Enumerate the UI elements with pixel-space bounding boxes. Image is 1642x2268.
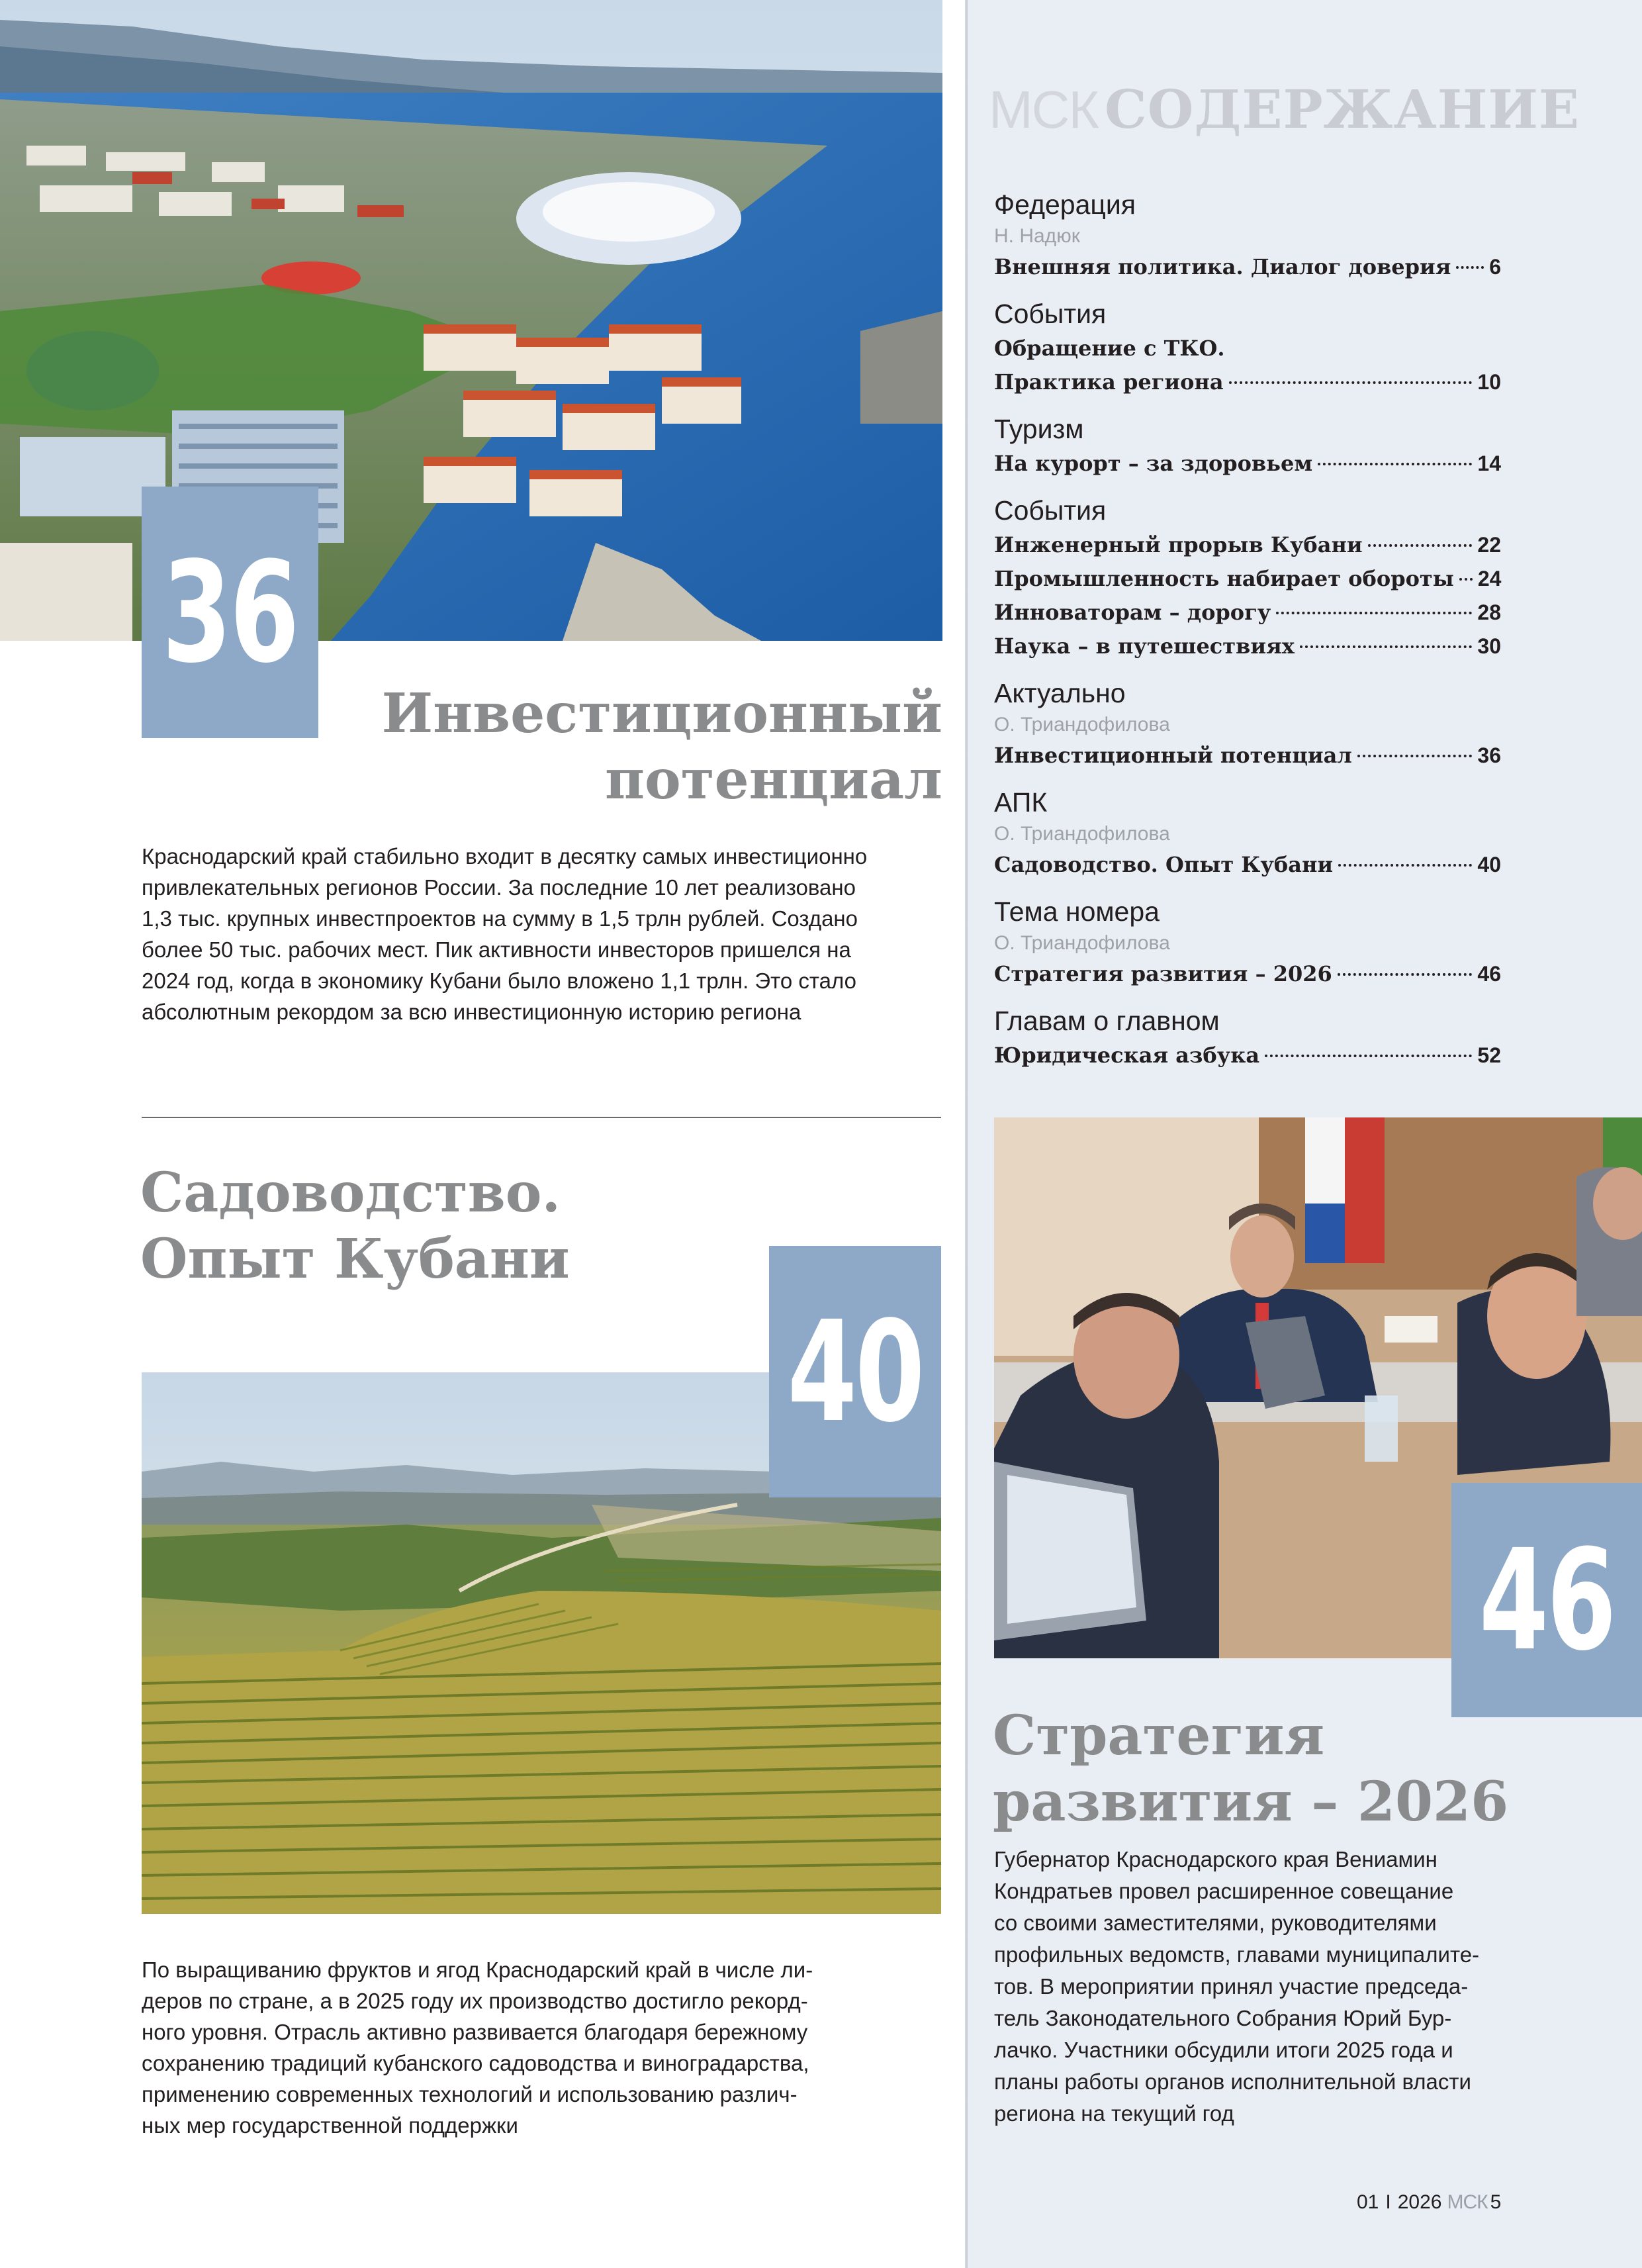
strategy-headline-line-1: Стратегия <box>993 1704 1325 1768</box>
toc-entry-page: 52 <box>1477 1043 1501 1067</box>
badge-36-text: 36 <box>162 531 298 694</box>
toc-section-federation <box>994 187 1501 284</box>
toc-entry-page: 40 <box>1477 853 1501 876</box>
strategy-body-text <box>994 1844 1479 2130</box>
page-number-badge-36 <box>142 487 318 738</box>
strategy-body-line: Кондратьев провел расширенное совещание <box>994 1879 1454 1903</box>
toc-section-heading: События <box>994 299 1107 329</box>
toc-author: О. Триандофилова <box>994 932 1170 954</box>
toc-entry[interactable] <box>994 365 1501 399</box>
toc-entry-title: Инноваторам – дорогу <box>994 600 1271 625</box>
toc-section-events-2 <box>994 493 1501 663</box>
toc-leader-dots <box>1229 381 1473 384</box>
investment-body-line: 2024 год, когда в экономику Кубани было вложено 1,1 трлн. Это стало <box>142 969 856 993</box>
strategy-headline-line-2: развития – 2026 <box>993 1770 1509 1834</box>
strategy-body-line: со своими заместителями, руководителями <box>994 1911 1437 1935</box>
investment-body-line: привлекательных регионов России. За последние 10 лет реализовано <box>142 875 856 900</box>
badge-46-text: 46 <box>1479 1519 1615 1681</box>
toc-leader-dots <box>1276 612 1472 614</box>
investment-headline-line-2: потенциал <box>604 748 942 812</box>
table-of-contents <box>994 187 1501 1084</box>
gardening-headline <box>140 1160 570 1292</box>
toc-entry-page: 28 <box>1477 600 1501 624</box>
toc-section-heading: Актуально <box>994 678 1126 708</box>
strategy-body-line: региона на текущий год <box>994 2101 1234 2126</box>
toc-section-heading: АПК <box>994 787 1048 818</box>
gardening-body-line: ного уровня. Отрасль активно развивается благодаря бережному <box>142 2020 808 2044</box>
toc-entry-title: Инженерный прорыв Кубани <box>994 532 1363 557</box>
toc-entry-title: Садоводство. Опыт Кубани <box>994 852 1334 877</box>
page-fold-shadow <box>965 0 968 2268</box>
toc-leader-dots <box>1456 266 1484 269</box>
toc-entry-page: 46 <box>1477 962 1501 986</box>
page-footer <box>1357 2191 1501 2214</box>
investment-body-line: Краснодарский край стабильно входит в десятку самых инвестиционно <box>142 844 868 869</box>
contents-title <box>989 78 1580 140</box>
toc-entry-title: Обращение с ТКО. <box>994 336 1225 361</box>
toc-section-heading: События <box>994 495 1107 526</box>
toc-leader-dots <box>1300 645 1473 648</box>
toc-entry-page: 22 <box>1477 533 1501 557</box>
toc-entry-title: Внешняя политика. Диалог доверия <box>994 254 1451 279</box>
footer-issue: 01 <box>1357 2191 1379 2213</box>
toc-section-heading: Федерация <box>994 189 1136 220</box>
toc-entry[interactable] <box>994 332 1501 365</box>
gardening-headline-line-1: Садоводство. <box>140 1161 561 1225</box>
toc-section-current <box>994 675 1501 773</box>
gardening-body-text <box>142 1954 813 2141</box>
footer-brand: МСК <box>1447 2191 1488 2213</box>
badge-40-text: 40 <box>787 1290 923 1453</box>
toc-entry-page: 6 <box>1489 255 1501 279</box>
gardening-headline-line-2: Опыт Кубани <box>140 1227 570 1291</box>
contents-title-text: СОДЕРЖАНИЕ <box>1105 78 1580 140</box>
toc-leader-dots <box>1357 755 1473 757</box>
toc-section-heading: Главам о главном <box>994 1006 1220 1036</box>
toc-leader-dots <box>1338 973 1473 976</box>
gardening-body-line: По выращиванию фруктов и ягод Краснодарский край в числе ли- <box>142 1958 813 1982</box>
toc-entry-title: Юридическая азбука <box>994 1043 1260 1068</box>
toc-entry-page: 24 <box>1477 567 1502 591</box>
toc-leader-dots <box>1459 578 1473 581</box>
investment-headline <box>382 681 942 813</box>
toc-section-events-1 <box>994 296 1501 399</box>
footer-year: 2026 <box>1397 2191 1442 2213</box>
toc-entry[interactable] <box>994 250 1501 284</box>
toc-section-heading: Туризм <box>994 414 1084 444</box>
page-number-badge-40 <box>769 1246 941 1497</box>
gardening-body-line: применению современных технологий и использованию различ- <box>142 2082 798 2106</box>
gardening-body-line: сохранению традиций кубанского садоводства и виноградарства, <box>142 2051 809 2075</box>
toc-leader-dots <box>1265 1055 1472 1057</box>
toc-section-heads <box>994 1003 1501 1072</box>
strategy-body-line: лачко. Участники обсудили итоги 2025 года и <box>994 2038 1453 2062</box>
investment-body-line: более 50 тыс. рабочих мест. Пик активности инвесторов пришелся на <box>142 937 851 962</box>
gardening-body-line: деров по стране, а в 2025 году их производство достигло рекорд- <box>142 1989 808 2013</box>
toc-entry-title: Стратегия развития – 2026 <box>994 961 1332 986</box>
strategy-body-line: Губернатор Краснодарского края Вениамин <box>994 1847 1437 1871</box>
section-divider <box>142 1117 941 1118</box>
toc-entry[interactable] <box>994 1039 1501 1072</box>
strategy-body-line: тель Законодательного Собрания Юрий Бур- <box>994 2006 1452 2030</box>
toc-section-agro <box>994 784 1501 882</box>
toc-entry[interactable] <box>994 596 1501 630</box>
strategy-body-line: планы работы органов исполнительной власти <box>994 2069 1471 2094</box>
strategy-headline <box>993 1703 1508 1835</box>
toc-entry[interactable] <box>994 528 1501 562</box>
toc-entry-page: 14 <box>1477 451 1501 475</box>
toc-leader-dots <box>1338 864 1472 867</box>
toc-entry[interactable] <box>994 957 1501 991</box>
footer-separator: I <box>1385 2191 1391 2213</box>
investment-body-text <box>142 841 867 1027</box>
toc-author: О. Триандофилова <box>994 823 1170 845</box>
gardening-body-line: ных мер государственной поддержки <box>142 2113 518 2138</box>
toc-section-tourism <box>994 411 1501 481</box>
strategy-body-line: профильных ведомств, главами муниципалите- <box>994 1942 1480 1967</box>
toc-entry-title: Инвестиционный потенциал <box>994 743 1352 768</box>
investment-headline-line-1: Инвестиционный <box>381 682 942 745</box>
toc-entry[interactable] <box>994 562 1501 596</box>
toc-leader-dots <box>1318 463 1472 465</box>
toc-entry[interactable] <box>994 739 1501 773</box>
toc-entry-title: Практика региона <box>994 369 1224 395</box>
toc-entry-page: 30 <box>1477 634 1501 658</box>
toc-entry[interactable] <box>994 848 1501 882</box>
toc-entry-title: На курорт – за здоровьем <box>994 451 1313 476</box>
investment-body-line: 1,3 тыс. крупных инвестпроектов на сумму в 1,5 трлн рублей. Создано <box>142 906 858 931</box>
toc-author: О. Триандофилова <box>994 714 1170 735</box>
toc-entry[interactable] <box>994 447 1501 481</box>
footer-page-number: 5 <box>1490 2191 1502 2213</box>
toc-section-cover-story <box>994 894 1501 991</box>
toc-entry-page: 36 <box>1477 743 1501 767</box>
toc-leader-dots <box>1368 544 1473 547</box>
toc-entry-title: Промышленность набирает обороты <box>994 566 1454 591</box>
toc-section-heading: Тема номера <box>994 896 1160 927</box>
strategy-body-line: тов. В мероприятии принял участие председа- <box>994 1974 1469 1999</box>
investment-body-line: абсолютным рекордом за всю инвестиционную историю региона <box>142 1000 801 1024</box>
toc-entry-title: Наука – в путешествиях <box>994 634 1295 659</box>
page-number-badge-46 <box>1451 1483 1642 1717</box>
toc-author: Н. Надюк <box>994 225 1080 247</box>
toc-entry[interactable] <box>994 630 1501 663</box>
contents-brand: МСК <box>989 80 1099 139</box>
toc-entry-page: 10 <box>1477 370 1501 394</box>
